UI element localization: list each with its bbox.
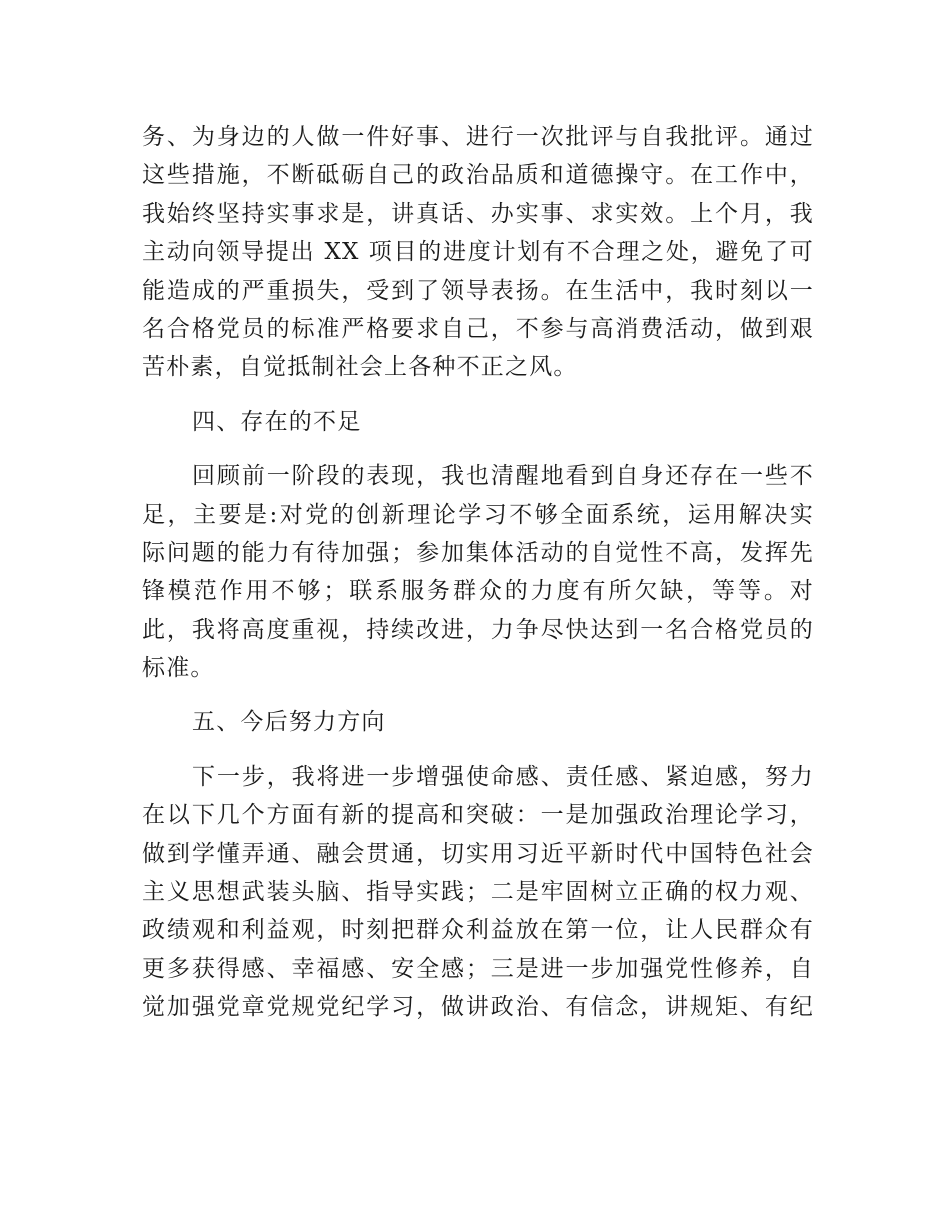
text-line: 标准。 [142, 655, 215, 682]
document-page [142, 118, 814, 1027]
text-line: 能造成的严重损失，受到了领导表扬。在生活中，我时刻以一 [142, 277, 814, 304]
text-line: 苦朴素，自觉抵制社会上各种不正之风。 [142, 354, 578, 381]
paragraph-conduct [142, 118, 814, 387]
text-line: 名合格党员的标准严格要求自己，不参与高消费活动，做到艰 [142, 315, 814, 342]
text-line: 务、为身边的人做一件好事、进行一次批评与自我批评。通过 [142, 124, 814, 150]
paragraph-future-direction [142, 758, 814, 1027]
text-line: 主动向领导提出 XX 项目的进度计划有不合理之处，避免了可 [142, 239, 814, 266]
section-heading-future-direction: 五、今后努力方向 [192, 709, 386, 736]
text-line: 政绩观和利益观，时刻把群众利益放在第一位，让人民群众有 [142, 917, 814, 944]
text-line: 足，主要是:对党的创新理论学习不够全面系统，运用解决实 [142, 501, 814, 528]
text-line: 在以下几个方面有新的提高和突破：一是加强政治理论学习， [142, 802, 814, 829]
text-line: 做到学懂弄通、融会贯通，切实用习近平新时代中国特色社会 [142, 840, 814, 867]
paragraph-shortcomings [142, 457, 814, 687]
text-line: 主义思想武装头脑、指导实践；二是牢固树立正确的权力观、 [142, 879, 814, 906]
text-line: 我始终坚持实事求是，讲真话、办实事、求实效。上个月，我 [142, 200, 814, 227]
section-heading-shortcomings: 四、存在的不足 [192, 408, 362, 435]
text-line: 更多获得感、幸福感、安全感；三是进一步加强党性修养，自 [142, 955, 814, 982]
text-line: 际问题的能力有待加强；参加集体活动的自觉性不高，发挥先 [142, 539, 814, 566]
text-line: 此，我将高度重视，持续改进，力争尽快达到一名合格党员的 [142, 616, 814, 643]
text-line: 觉加强党章党规党纪学习，做讲政治、有信念，讲规矩、有纪 [142, 994, 814, 1021]
text-line: 这些措施，不断砥砺自己的政治品质和道德操守。在工作中， [142, 162, 814, 189]
text-line: 回顾前一阶段的表现，我也清醒地看到自身还存在一些不 [192, 463, 814, 490]
text-line: 锋模范作用不够；联系服务群众的力度有所欠缺，等等。对 [142, 578, 814, 605]
text-line: 下一步，我将进一步增强使命感、责任感、紧迫感，努力 [192, 763, 814, 790]
